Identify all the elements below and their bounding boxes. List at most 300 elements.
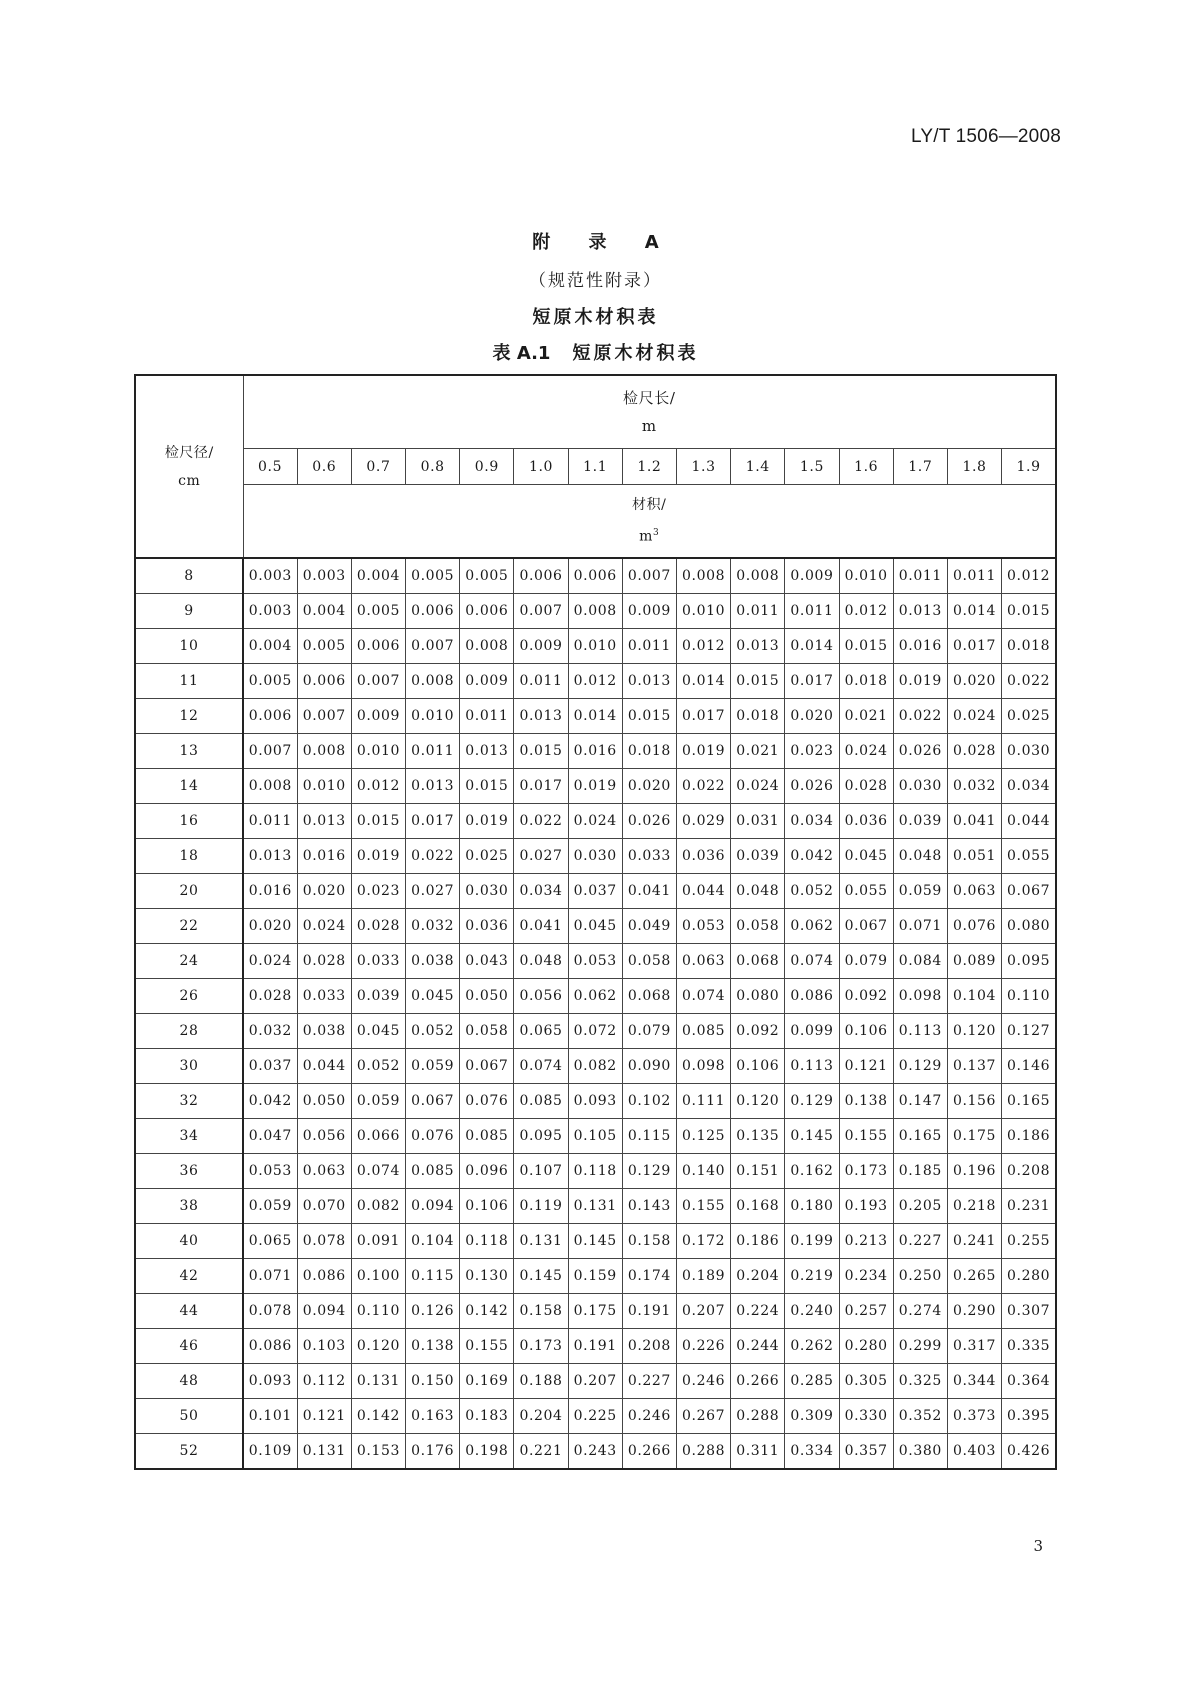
volume-cell: 0.074: [677, 979, 731, 1014]
volume-cell: 0.032: [243, 1014, 297, 1049]
volume-header-label: 材积/: [631, 497, 667, 514]
volume-cell: 0.105: [568, 1119, 622, 1154]
volume-cell: 0.024: [839, 734, 893, 769]
volume-cell: 0.082: [351, 1189, 405, 1224]
volume-cell: 0.145: [785, 1119, 839, 1154]
volume-cell: 0.019: [893, 664, 947, 699]
table-row: [135, 874, 1056, 909]
volume-cell: 0.299: [893, 1329, 947, 1364]
appendix-subtitle: （规范性附录）: [529, 271, 662, 291]
volume-cell: 0.007: [297, 699, 351, 734]
volume-cell: 0.015: [460, 769, 514, 804]
volume-cell: 0.094: [297, 1294, 351, 1329]
length-value-cell: 1.4: [731, 449, 785, 485]
table-row: [135, 1224, 1056, 1259]
volume-cell: 0.026: [893, 734, 947, 769]
volume-cell: 0.037: [568, 874, 622, 909]
appendix-heading: [0, 228, 1191, 329]
volume-cell: 0.009: [622, 594, 676, 629]
volume-cell: 0.100: [351, 1259, 405, 1294]
volume-cell: 0.011: [785, 594, 839, 629]
volume-cell: 0.048: [893, 839, 947, 874]
volume-cell: 0.008: [297, 734, 351, 769]
volume-cell: 0.155: [677, 1189, 731, 1224]
volume-cell: 0.165: [893, 1119, 947, 1154]
volume-cell: 0.013: [460, 734, 514, 769]
volume-cell: 0.084: [893, 944, 947, 979]
volume-cell: 0.288: [677, 1434, 731, 1470]
length-values-row: [135, 449, 1056, 485]
volume-cell: 0.085: [406, 1154, 460, 1189]
volume-cell: 0.106: [731, 1049, 785, 1084]
volume-cell: 0.065: [243, 1224, 297, 1259]
volume-cell: 0.024: [568, 804, 622, 839]
volume-cell: 0.113: [893, 1014, 947, 1049]
volume-cell: 0.131: [297, 1434, 351, 1470]
volume-cell: 0.020: [622, 769, 676, 804]
volume-cell: 0.034: [785, 804, 839, 839]
table-row: [135, 944, 1056, 979]
volume-cell: 0.027: [514, 839, 568, 874]
table-row: [135, 1119, 1056, 1154]
volume-cell: 0.022: [406, 839, 460, 874]
volume-cell: 0.013: [514, 699, 568, 734]
volume-cell: 0.013: [622, 664, 676, 699]
volume-cell: 0.126: [406, 1294, 460, 1329]
diameter-cell: 16: [135, 804, 243, 839]
volume-cell: 0.023: [785, 734, 839, 769]
volume-cell: 0.030: [460, 874, 514, 909]
volume-cell: 0.120: [351, 1329, 405, 1364]
volume-cell: 0.024: [243, 944, 297, 979]
volume-cell: 0.098: [677, 1049, 731, 1084]
volume-cell: 0.032: [406, 909, 460, 944]
volume-cell: 0.403: [947, 1434, 1001, 1470]
volume-cell: 0.305: [839, 1364, 893, 1399]
volume-cell: 0.173: [514, 1329, 568, 1364]
volume-cell: 0.063: [677, 944, 731, 979]
volume-cell: 0.048: [514, 944, 568, 979]
volume-cell: 0.110: [351, 1294, 405, 1329]
volume-cell: 0.028: [839, 769, 893, 804]
volume-cell: 0.104: [406, 1224, 460, 1259]
volume-cell: 0.065: [514, 1014, 568, 1049]
volume-cell: 0.204: [514, 1399, 568, 1434]
volume-cell: 0.020: [947, 664, 1001, 699]
volume-cell: 0.045: [351, 1014, 405, 1049]
volume-cell: 0.110: [1002, 979, 1056, 1014]
volume-cell: 0.055: [1002, 839, 1056, 874]
volume-cell: 0.099: [785, 1014, 839, 1049]
volume-cell: 0.016: [893, 629, 947, 664]
volume-cell: 0.080: [731, 979, 785, 1014]
volume-cell: 0.044: [297, 1049, 351, 1084]
diameter-cell: 24: [135, 944, 243, 979]
volume-cell: 0.020: [297, 874, 351, 909]
volume-cell: 0.311: [731, 1434, 785, 1470]
volume-cell: 0.009: [351, 699, 405, 734]
volume-cell: 0.325: [893, 1364, 947, 1399]
volume-cell: 0.129: [622, 1154, 676, 1189]
volume-cell: 0.143: [622, 1189, 676, 1224]
volume-cell: 0.032: [947, 769, 1001, 804]
volume-cell: 0.014: [677, 664, 731, 699]
volume-cell: 0.280: [839, 1329, 893, 1364]
diameter-header-label: 检尺径/: [164, 444, 214, 461]
volume-cell: 0.026: [622, 804, 676, 839]
volume-cell: 0.115: [622, 1119, 676, 1154]
volume-cell: 0.033: [297, 979, 351, 1014]
volume-cell: 0.036: [677, 839, 731, 874]
volume-cell: 0.012: [568, 664, 622, 699]
volume-cell: 0.034: [1002, 769, 1056, 804]
volume-cell: 0.024: [297, 909, 351, 944]
diameter-header: [135, 375, 243, 558]
length-header-label: 检尺长/: [623, 389, 676, 407]
volume-cell: 0.023: [351, 874, 405, 909]
volume-cell: 0.221: [514, 1434, 568, 1470]
volume-cell: 0.125: [677, 1119, 731, 1154]
volume-cell: 0.290: [947, 1294, 1001, 1329]
volume-cell: 0.142: [460, 1294, 514, 1329]
volume-cell: 0.172: [677, 1224, 731, 1259]
volume-cell: 0.068: [622, 979, 676, 1014]
volume-cell: 0.067: [839, 909, 893, 944]
volume-cell: 0.208: [622, 1329, 676, 1364]
length-header: [243, 375, 1056, 449]
volume-cell: 0.142: [351, 1399, 405, 1434]
volume-cell: 0.015: [1002, 594, 1056, 629]
volume-cell: 0.008: [406, 664, 460, 699]
volume-cell: 0.022: [893, 699, 947, 734]
diameter-cell: 34: [135, 1119, 243, 1154]
volume-cell: 0.091: [351, 1224, 405, 1259]
volume-cell: 0.095: [514, 1119, 568, 1154]
length-value-cell: 0.5: [243, 449, 297, 485]
volume-cell: 0.062: [785, 909, 839, 944]
volume-cell: 0.076: [460, 1084, 514, 1119]
volume-cell: 0.011: [947, 558, 1001, 594]
length-value-cell: 1.6: [839, 449, 893, 485]
volume-cell: 0.008: [731, 558, 785, 594]
appendix-title: 附 录 A: [532, 232, 675, 253]
volume-cell: 0.062: [568, 979, 622, 1014]
volume-cell: 0.038: [406, 944, 460, 979]
volume-cell: 0.013: [893, 594, 947, 629]
volume-cell: 0.009: [514, 629, 568, 664]
volume-cell: 0.246: [677, 1364, 731, 1399]
volume-cell: 0.005: [297, 629, 351, 664]
volume-cell: 0.082: [568, 1049, 622, 1084]
volume-cell: 0.067: [460, 1049, 514, 1084]
table-row: [135, 769, 1056, 804]
volume-cell: 0.137: [947, 1049, 1001, 1084]
volume-cell: 0.288: [731, 1399, 785, 1434]
volume-cell: 0.029: [677, 804, 731, 839]
volume-cell: 0.096: [460, 1154, 514, 1189]
volume-cell: 0.058: [460, 1014, 514, 1049]
volume-cell: 0.011: [514, 664, 568, 699]
table-row: [135, 1364, 1056, 1399]
volume-cell: 0.045: [406, 979, 460, 1014]
volume-cell: 0.027: [406, 874, 460, 909]
volume-cell: 0.218: [947, 1189, 1001, 1224]
volume-cell: 0.092: [839, 979, 893, 1014]
volume-cell: 0.191: [568, 1329, 622, 1364]
table-row: [135, 664, 1056, 699]
volume-cell: 0.011: [622, 629, 676, 664]
volume-cell: 0.041: [622, 874, 676, 909]
volume-cell: 0.063: [947, 874, 1001, 909]
diameter-cell: 50: [135, 1399, 243, 1434]
volume-cell: 0.130: [460, 1259, 514, 1294]
volume-cell: 0.080: [1002, 909, 1056, 944]
volume-cell: 0.059: [351, 1084, 405, 1119]
volume-cell: 0.007: [351, 664, 405, 699]
volume-cell: 0.007: [514, 594, 568, 629]
volume-cell: 0.115: [406, 1259, 460, 1294]
volume-cell: 0.158: [622, 1224, 676, 1259]
volume-cell: 0.373: [947, 1399, 1001, 1434]
volume-cell: 0.186: [1002, 1119, 1056, 1154]
volume-cell: 0.028: [297, 944, 351, 979]
diameter-cell: 30: [135, 1049, 243, 1084]
volume-cell: 0.071: [893, 909, 947, 944]
volume-cell: 0.071: [243, 1259, 297, 1294]
volume-cell: 0.175: [947, 1119, 1001, 1154]
volume-cell: 0.022: [514, 804, 568, 839]
volume-cell: 0.008: [243, 769, 297, 804]
volume-cell: 0.013: [406, 769, 460, 804]
volume-cell: 0.121: [839, 1049, 893, 1084]
volume-cell: 0.138: [839, 1084, 893, 1119]
length-value-cell: 1.5: [785, 449, 839, 485]
volume-cell: 0.063: [297, 1154, 351, 1189]
volume-cell: 0.151: [731, 1154, 785, 1189]
volume-cell: 0.155: [460, 1329, 514, 1364]
volume-cell: 0.173: [839, 1154, 893, 1189]
volume-cell: 0.010: [297, 769, 351, 804]
volume-cell: 0.019: [677, 734, 731, 769]
volume-cell: 0.176: [406, 1434, 460, 1470]
table-row: [135, 979, 1056, 1014]
volume-cell: 0.085: [677, 1014, 731, 1049]
volume-cell: 0.204: [731, 1259, 785, 1294]
volume-cell: 0.101: [243, 1399, 297, 1434]
volume-cell: 0.044: [1002, 804, 1056, 839]
volume-cell: 0.266: [622, 1434, 676, 1470]
table-row: [135, 1154, 1056, 1189]
volume-cell: 0.008: [460, 629, 514, 664]
table-row: [135, 558, 1056, 594]
table-caption-title: 短原木材积表: [572, 343, 699, 364]
volume-cell: 0.076: [406, 1119, 460, 1154]
volume-cell: 0.039: [893, 804, 947, 839]
volume-cell: 0.103: [297, 1329, 351, 1364]
volume-cell: 0.158: [514, 1294, 568, 1329]
volume-cell: 0.034: [514, 874, 568, 909]
volume-cell: 0.045: [839, 839, 893, 874]
volume-cell: 0.042: [243, 1084, 297, 1119]
volume-cell: 0.186: [731, 1224, 785, 1259]
length-value-cell: 1.8: [947, 449, 1001, 485]
volume-cell: 0.234: [839, 1259, 893, 1294]
volume-cell: 0.018: [622, 734, 676, 769]
volume-cell: 0.145: [514, 1259, 568, 1294]
volume-cell: 0.007: [622, 558, 676, 594]
volume-cell: 0.074: [514, 1049, 568, 1084]
volume-cell: 0.021: [731, 734, 785, 769]
volume-cell: 0.225: [568, 1399, 622, 1434]
volume-cell: 0.067: [1002, 874, 1056, 909]
diameter-cell: 36: [135, 1154, 243, 1189]
volume-cell: 0.018: [731, 699, 785, 734]
volume-cell: 0.067: [406, 1084, 460, 1119]
volume-cell: 0.106: [460, 1189, 514, 1224]
volume-cell: 0.003: [297, 558, 351, 594]
volume-cell: 0.013: [297, 804, 351, 839]
volume-cell: 0.041: [947, 804, 1001, 839]
volume-cell: 0.015: [514, 734, 568, 769]
volume-cell: 0.147: [893, 1084, 947, 1119]
volume-cell: 0.113: [785, 1049, 839, 1084]
volume-cell: 0.127: [1002, 1014, 1056, 1049]
volume-cell: 0.079: [622, 1014, 676, 1049]
volume-cell: 0.016: [297, 839, 351, 874]
volume-cell: 0.012: [677, 629, 731, 664]
volume-cell: 0.093: [568, 1084, 622, 1119]
volume-cell: 0.131: [568, 1189, 622, 1224]
volume-cell: 0.015: [351, 804, 405, 839]
volume-cell: 0.009: [785, 558, 839, 594]
volume-cell: 0.089: [947, 944, 1001, 979]
volume-cell: 0.008: [677, 558, 731, 594]
volume-cell: 0.079: [839, 944, 893, 979]
volume-cell: 0.267: [677, 1399, 731, 1434]
volume-cell: 0.189: [677, 1259, 731, 1294]
volume-cell: 0.010: [351, 734, 405, 769]
volume-cell: 0.153: [351, 1434, 405, 1470]
volume-cell: 0.118: [460, 1224, 514, 1259]
length-value-cell: 0.9: [460, 449, 514, 485]
volume-cell: 0.030: [1002, 734, 1056, 769]
volume-cell: 0.109: [243, 1434, 297, 1470]
volume-cell: 0.155: [839, 1119, 893, 1154]
volume-cell: 0.050: [297, 1084, 351, 1119]
volume-cell: 0.395: [1002, 1399, 1056, 1434]
volume-cell: 0.094: [406, 1189, 460, 1224]
volume-cell: 0.017: [514, 769, 568, 804]
diameter-cell: 18: [135, 839, 243, 874]
length-value-cell: 1.0: [514, 449, 568, 485]
volume-cell: 0.274: [893, 1294, 947, 1329]
volume-cell: 0.037: [243, 1049, 297, 1084]
volume-cell: 0.129: [893, 1049, 947, 1084]
volume-cell: 0.078: [243, 1294, 297, 1329]
volume-cell: 0.016: [568, 734, 622, 769]
volume-cell: 0.053: [243, 1154, 297, 1189]
volume-cell: 0.059: [243, 1189, 297, 1224]
volume-cell: 0.146: [1002, 1049, 1056, 1084]
diameter-cell: 10: [135, 629, 243, 664]
volume-cell: 0.006: [406, 594, 460, 629]
table-row: [135, 1014, 1056, 1049]
volume-cell: 0.053: [568, 944, 622, 979]
length-value-cell: 1.1: [568, 449, 622, 485]
volume-cell: 0.047: [243, 1119, 297, 1154]
volume-cell: 0.011: [460, 699, 514, 734]
diameter-cell: 26: [135, 979, 243, 1014]
volume-cell: 0.004: [351, 558, 405, 594]
volume-cell: 0.150: [406, 1364, 460, 1399]
volume-cell: 0.059: [893, 874, 947, 909]
volume-cell: 0.020: [785, 699, 839, 734]
volume-cell: 0.140: [677, 1154, 731, 1189]
volume-cell: 0.008: [568, 594, 622, 629]
volume-cell: 0.185: [893, 1154, 947, 1189]
diameter-cell: 14: [135, 769, 243, 804]
volume-cell: 0.213: [839, 1224, 893, 1259]
volume-cell: 0.364: [1002, 1364, 1056, 1399]
volume-cell: 0.055: [839, 874, 893, 909]
volume-cell: 0.010: [677, 594, 731, 629]
volume-cell: 0.098: [893, 979, 947, 1014]
volume-cell: 0.162: [785, 1154, 839, 1189]
volume-cell: 0.039: [351, 979, 405, 1014]
volume-cell: 0.007: [243, 734, 297, 769]
volume-cell: 0.005: [351, 594, 405, 629]
volume-cell: 0.036: [460, 909, 514, 944]
volume-cell: 0.207: [568, 1364, 622, 1399]
table-row: [135, 1329, 1056, 1364]
volume-cell: 0.086: [297, 1259, 351, 1294]
volume-cell: 0.021: [839, 699, 893, 734]
volume-cell: 0.058: [731, 909, 785, 944]
volume-cell: 0.048: [731, 874, 785, 909]
volume-cell: 0.042: [785, 839, 839, 874]
length-value-cell: 0.8: [406, 449, 460, 485]
volume-cell: 0.199: [785, 1224, 839, 1259]
diameter-cell: 40: [135, 1224, 243, 1259]
volume-cell: 0.120: [731, 1084, 785, 1119]
length-value-cell: 1.3: [677, 449, 731, 485]
volume-cell: 0.280: [1002, 1259, 1056, 1294]
diameter-cell: 9: [135, 594, 243, 629]
diameter-header-unit: cm: [178, 472, 201, 489]
volume-header: [243, 485, 1056, 559]
appendix-name: 短原木材积表: [532, 307, 659, 328]
volume-cell: 0.041: [514, 909, 568, 944]
diameter-cell: 8: [135, 558, 243, 594]
volume-cell: 0.068: [731, 944, 785, 979]
volume-cell: 0.006: [514, 558, 568, 594]
volume-cell: 0.243: [568, 1434, 622, 1470]
table-caption: [0, 339, 1191, 365]
volume-cell: 0.093: [243, 1364, 297, 1399]
volume-cell: 0.131: [351, 1364, 405, 1399]
volume-cell: 0.033: [622, 839, 676, 874]
volume-cell: 0.107: [514, 1154, 568, 1189]
diameter-cell: 38: [135, 1189, 243, 1224]
volume-cell: 0.019: [568, 769, 622, 804]
volume-cell: 0.241: [947, 1224, 1001, 1259]
volume-cell: 0.193: [839, 1189, 893, 1224]
length-value-cell: 0.6: [297, 449, 351, 485]
volume-cell: 0.262: [785, 1329, 839, 1364]
volume-cell: 0.205: [893, 1189, 947, 1224]
diameter-cell: 44: [135, 1294, 243, 1329]
volume-cell: 0.074: [785, 944, 839, 979]
